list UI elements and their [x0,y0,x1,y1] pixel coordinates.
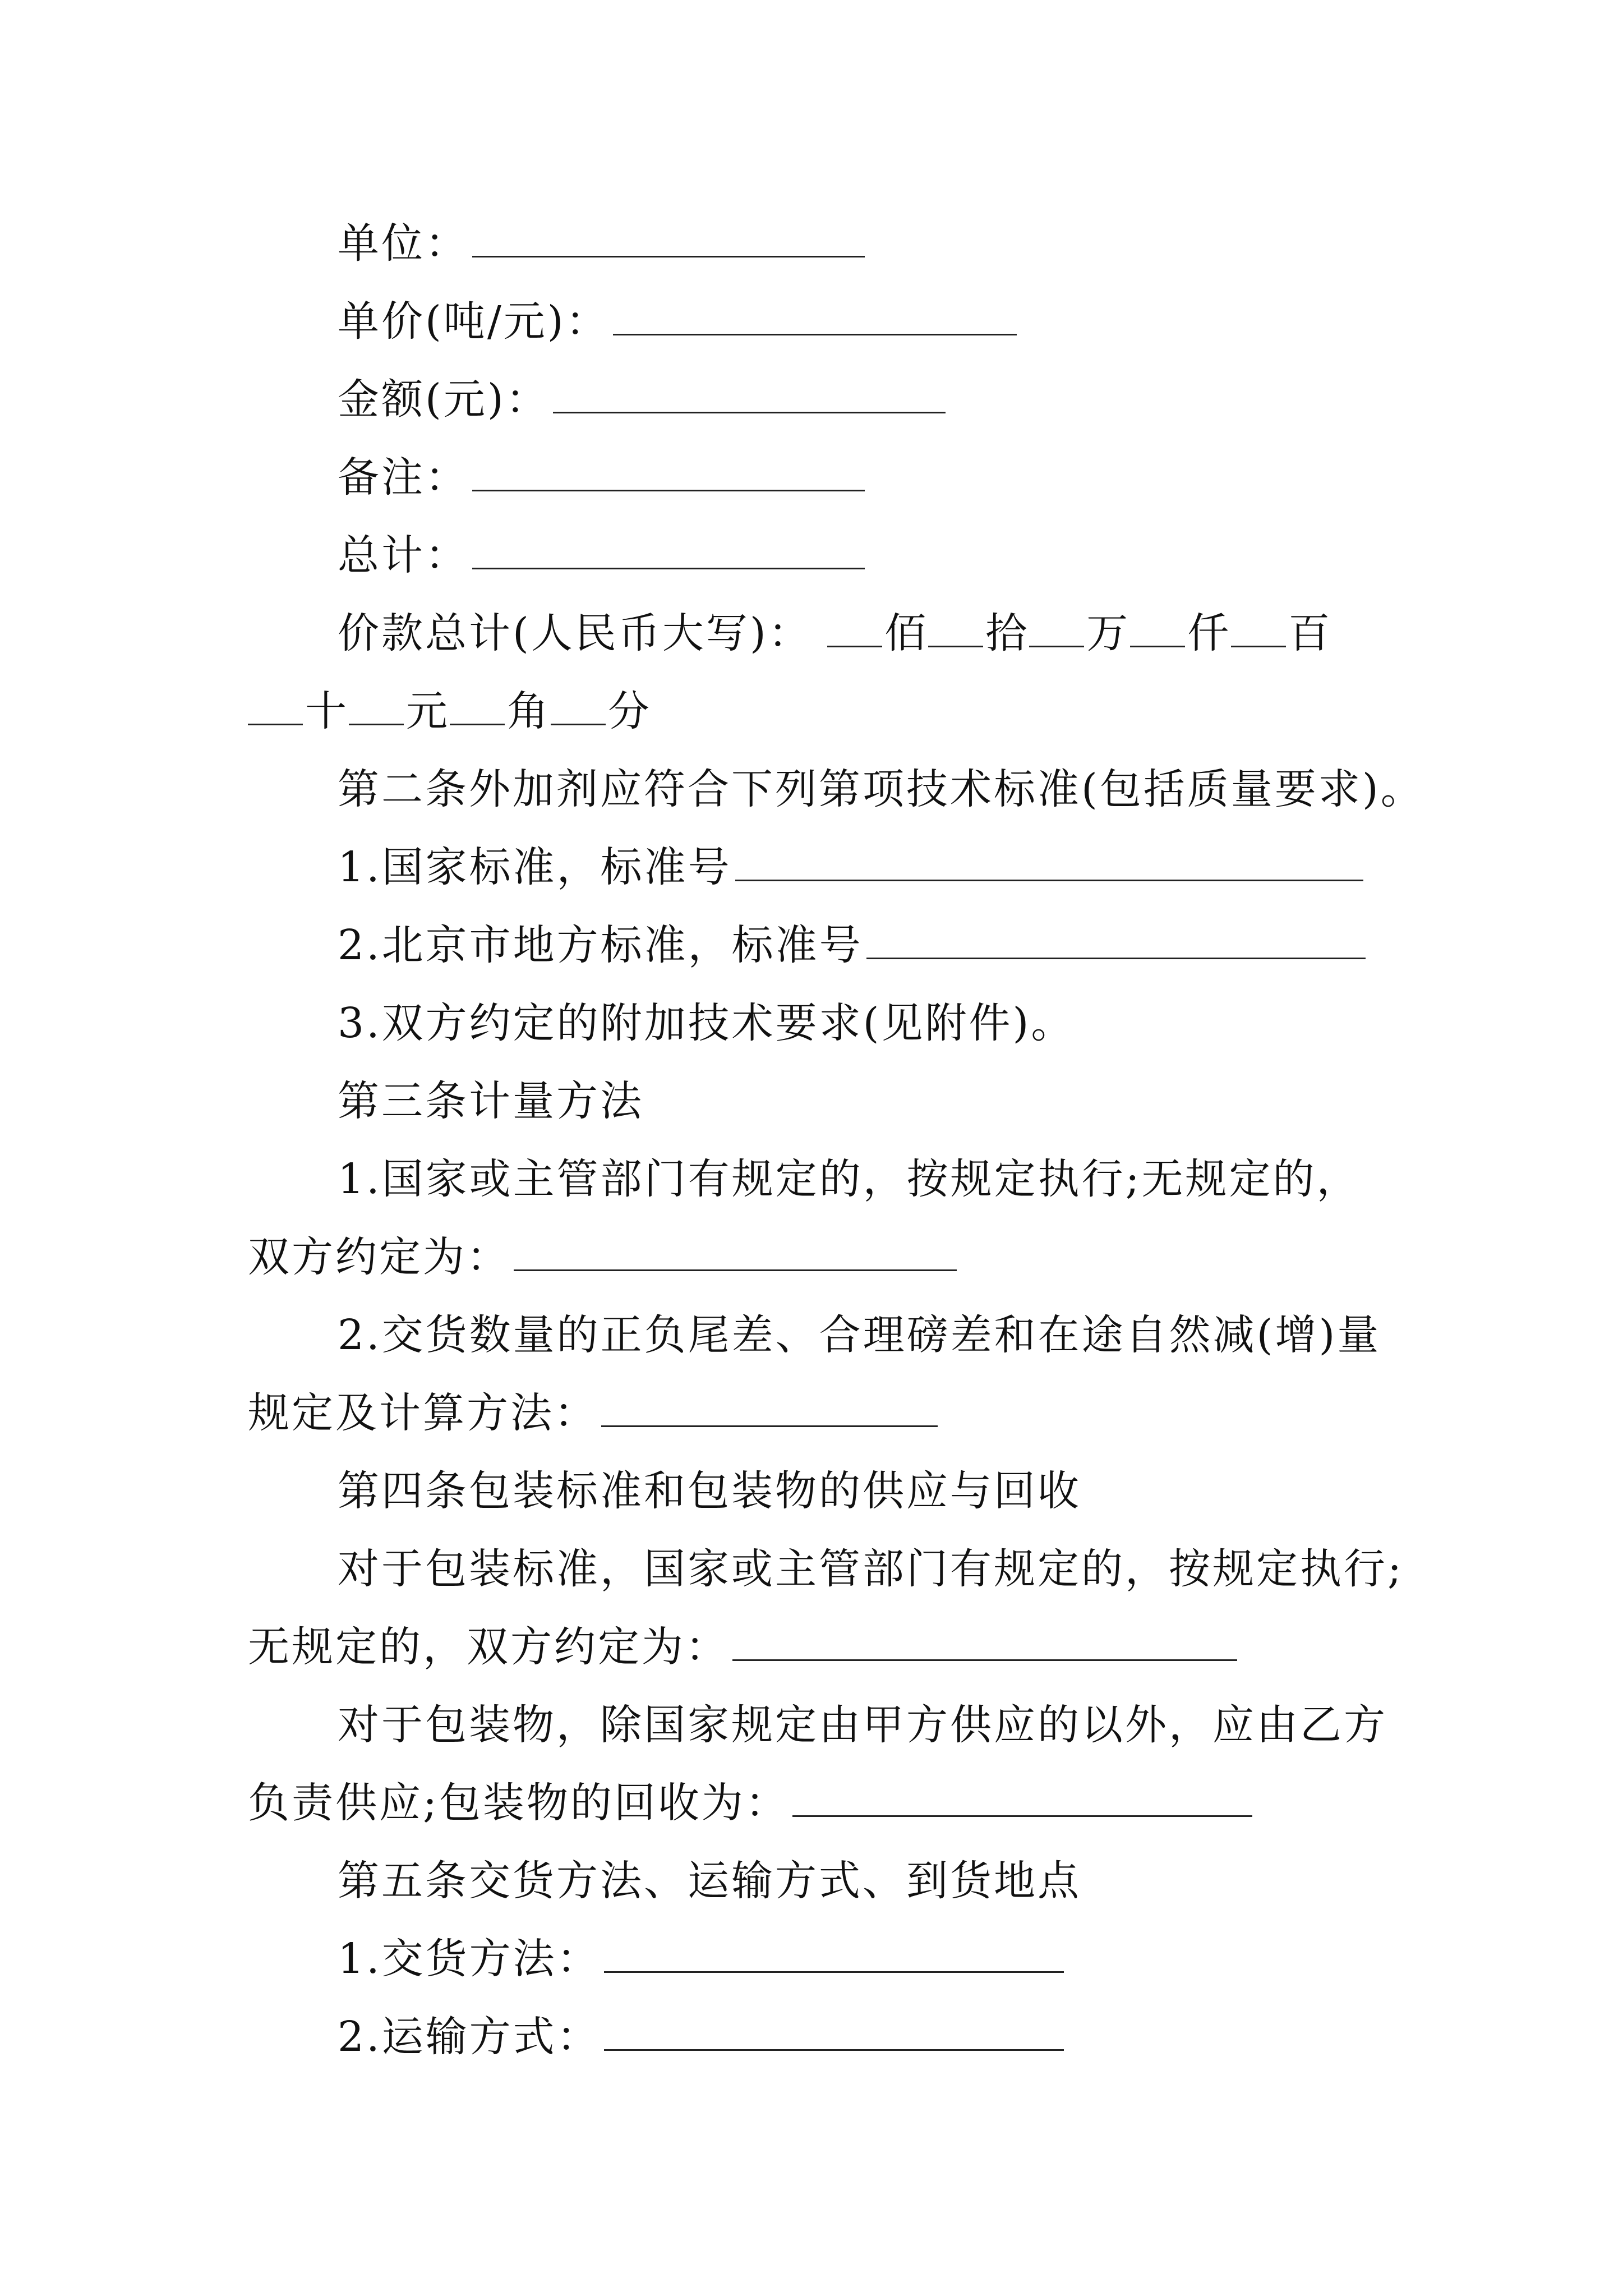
remarks-label: 备注： [338,453,469,501]
blank-shi-wan [928,609,983,647]
article-2-item-1 [248,829,1448,907]
blank-yuan [349,687,404,725]
article-2-item-3: 3.双方约定的附加技术要求(见附件)。 [338,999,1075,1047]
blank-jiao [450,687,505,725]
remarks-blank [472,453,865,491]
article-5-heading: 第五条交货方法、运输方式、到货地点 [338,1857,1081,1905]
a2-item1-blank [735,843,1363,881]
article-3-item-2b [248,1374,1448,1452]
blank-qian [1130,609,1185,647]
total-line [248,517,1448,595]
unit-fen: 分 [608,687,652,735]
unit-price-label: 单价(吨/元)： [338,297,610,346]
remarks-line [248,439,1448,517]
total-capital-line [248,595,1448,673]
article-3-item-1a: 1.国家或主管部门有规定的，按规定执行;无规定的， [338,1155,1361,1203]
a2-item2-text: 2.北京市地方标准，标准号 [338,921,863,969]
unit-jiao: 角 [507,687,551,735]
unit-shi: 十 [305,687,349,735]
unit-shi-wan: 拾 [985,609,1030,657]
article-3-heading: 第三条计量方法 [338,1077,644,1125]
blank-shi [248,687,303,725]
a5-item2-text: 2.运输方式： [338,2013,601,2061]
blank-bai-wan [827,609,882,647]
article-2-heading: 第二条外加剂应符合下列第项技术标准(包括质量要求)。 [338,765,1424,813]
a3-item1-blank [514,1232,957,1271]
a2-item2-blank [866,921,1366,959]
a5-item2-blank [604,2012,1064,2051]
blank-fen [551,687,606,725]
article-5-item-2 [248,1998,1448,2076]
amount-blank [553,375,946,413]
unit-blank [472,219,865,257]
article-4-heading: 第四条包装标准和包装物的供应与回收 [338,1467,1081,1515]
a5-item1-text: 1.交货方法： [338,1935,601,1983]
a3-item2-blank [601,1388,938,1427]
a3-item2b-text: 规定及计算方法： [248,1389,598,1437]
unit-qian: 仟 [1187,609,1232,657]
unit-price-line [248,283,1448,361]
a5-item1-blank [604,1934,1064,1973]
amount-label: 金额(元)： [338,375,550,424]
a4-p2b-text: 负责供应;包装物的回收为： [248,1779,789,1827]
a4-p1b-text: 无规定的，双方约定为： [248,1623,729,1671]
unit-label: 单位： [338,219,469,268]
total-capital-label: 价款总计(人民币大写)： [338,609,812,657]
total-capital-line-2 [248,673,1448,751]
total-blank [472,531,865,569]
a4-p1-blank [732,1622,1237,1661]
blank-bai [1231,609,1286,647]
article-4-p1a: 对于包装标准，国家或主管部门有规定的，按规定执行; [338,1545,1404,1593]
unit-yuan: 元 [406,687,450,735]
article-4-p1b [248,1608,1448,1686]
unit-line [248,205,1448,283]
unit-bai-wan: 佰 [884,609,929,657]
a4-p2-blank [792,1778,1252,1817]
unit-price-blank [613,297,1017,335]
article-4-p2a: 对于包装物，除国家规定由甲方供应的以外，应由乙方 [338,1701,1387,1749]
amount-line [248,361,1448,439]
article-3-item-1b [248,1218,1448,1296]
article-5-item-1 [248,1920,1448,1998]
contract-body [248,205,1448,2076]
article-4-p2b [248,1764,1448,1842]
article-2-item-2 [248,907,1448,984]
article-3-item-2a: 2.交货数量的正负尾差、合理磅差和在途自然减(增)量 [338,1311,1381,1359]
unit-bai: 百 [1288,609,1332,657]
unit-wan: 万 [1086,609,1131,657]
blank-wan [1029,609,1084,647]
total-label: 总计： [338,531,469,579]
a2-item1-text: 1.国家标准，标准号 [338,843,732,891]
a3-item1b-text: 双方约定为： [248,1233,510,1281]
